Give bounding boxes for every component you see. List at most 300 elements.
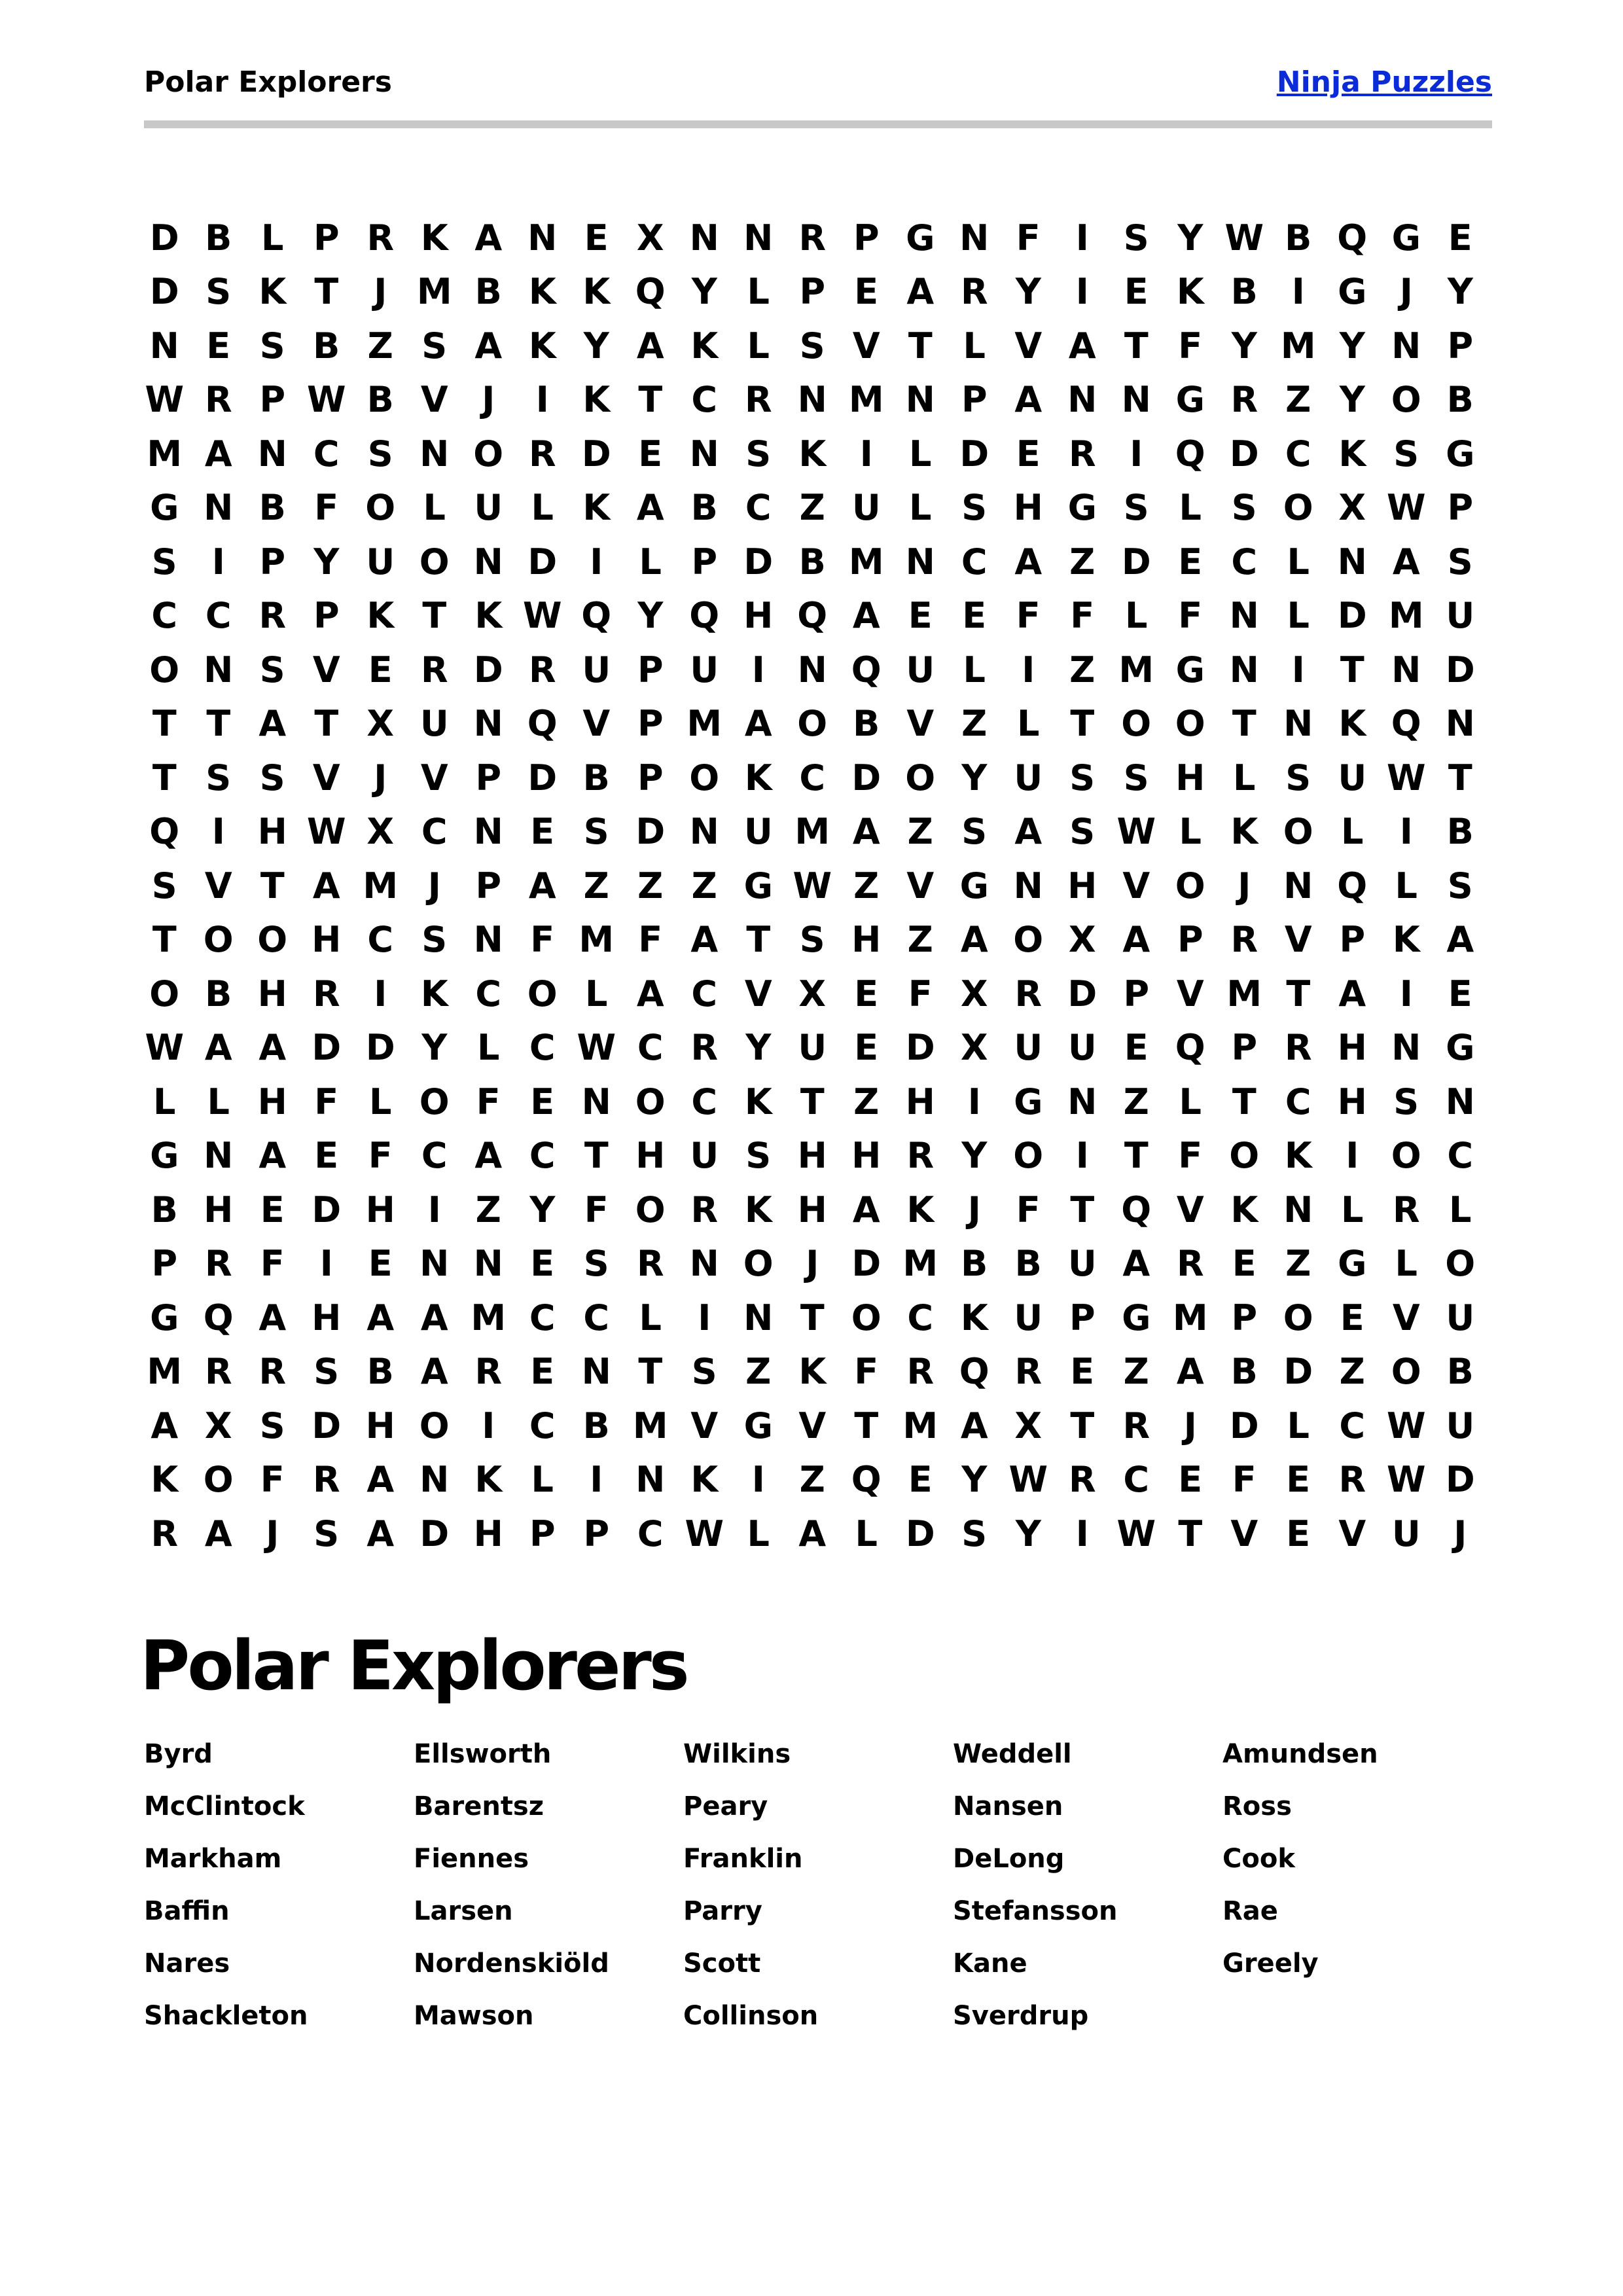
grid-cell[interactable]: P <box>529 1513 556 1554</box>
grid-cell[interactable]: P <box>259 379 286 421</box>
grid-cell[interactable]: U <box>1338 757 1367 798</box>
grid-cell[interactable]: E <box>530 811 555 853</box>
grid-cell[interactable]: E <box>530 1351 555 1393</box>
grid-cell[interactable]: S <box>1447 865 1473 906</box>
grid-cell[interactable]: S <box>1393 433 1419 475</box>
grid-cell[interactable]: R <box>366 217 395 259</box>
grid-cell[interactable]: C <box>1447 1135 1474 1177</box>
grid-cell[interactable]: R <box>204 1351 232 1393</box>
grid-cell[interactable]: G <box>1014 1081 1043 1122</box>
grid-cell[interactable]: A <box>1122 919 1150 961</box>
grid-cell[interactable]: H <box>365 1405 395 1446</box>
grid-cell[interactable]: H <box>851 1135 882 1177</box>
grid-cell[interactable]: U <box>1067 1243 1097 1285</box>
grid-cell[interactable]: Z <box>1285 379 1311 421</box>
grid-cell[interactable]: O <box>1013 919 1044 961</box>
grid-cell[interactable]: V <box>906 865 935 906</box>
grid-cell[interactable]: R <box>1014 973 1043 1014</box>
grid-cell[interactable]: S <box>691 1351 717 1393</box>
grid-cell[interactable]: C <box>691 973 718 1014</box>
grid-cell[interactable]: L <box>207 1081 230 1122</box>
grid-cell[interactable]: D <box>365 1027 395 1069</box>
grid-cell[interactable]: A <box>1014 811 1043 853</box>
grid-cell[interactable]: T <box>260 865 285 906</box>
grid-cell[interactable]: B <box>798 541 826 583</box>
grid-cell[interactable]: Z <box>367 325 393 367</box>
grid-cell[interactable]: Z <box>853 1081 880 1122</box>
grid-cell[interactable]: L <box>531 487 554 529</box>
grid-cell[interactable]: O <box>1445 1243 1476 1285</box>
grid-cell[interactable]: O <box>419 1081 450 1122</box>
grid-cell[interactable]: T <box>746 919 771 961</box>
grid-cell[interactable]: A <box>1014 541 1043 583</box>
grid-cell[interactable]: R <box>1122 1405 1150 1446</box>
grid-cell[interactable]: T <box>1070 1405 1095 1446</box>
grid-cell[interactable]: P <box>1447 487 1474 529</box>
grid-cell[interactable]: R <box>259 595 287 637</box>
grid-cell[interactable]: L <box>585 973 608 1014</box>
grid-cell[interactable]: N <box>689 433 719 475</box>
grid-cell[interactable]: N <box>689 217 719 259</box>
grid-cell[interactable]: A <box>420 1351 448 1393</box>
grid-cell[interactable]: Y <box>961 757 988 798</box>
grid-cell[interactable]: V <box>1014 325 1043 367</box>
grid-cell[interactable]: M <box>1388 595 1424 637</box>
grid-cell[interactable]: K <box>474 595 503 637</box>
grid-cell[interactable]: L <box>1179 1081 1202 1122</box>
grid-cell[interactable]: R <box>636 1243 664 1285</box>
grid-cell[interactable]: B <box>690 487 718 529</box>
grid-cell[interactable]: Z <box>1123 1351 1149 1393</box>
grid-cell[interactable]: L <box>747 1513 770 1554</box>
grid-cell[interactable]: M <box>416 271 452 313</box>
grid-cell[interactable]: P <box>1123 973 1150 1014</box>
grid-cell[interactable]: O <box>203 919 234 961</box>
grid-cell[interactable]: A <box>744 703 772 745</box>
grid-cell[interactable]: F <box>1070 595 1095 637</box>
grid-cell[interactable]: F <box>854 1351 879 1393</box>
grid-cell[interactable]: R <box>1392 1189 1420 1230</box>
grid-cell[interactable]: U <box>474 487 503 529</box>
grid-cell[interactable]: E <box>206 325 231 367</box>
grid-cell[interactable]: E <box>368 649 393 691</box>
grid-cell[interactable]: Z <box>907 811 933 853</box>
grid-cell[interactable]: Z <box>1069 541 1096 583</box>
grid-cell[interactable]: M <box>902 1405 938 1446</box>
grid-cell[interactable]: I <box>967 1081 981 1122</box>
grid-cell[interactable]: V <box>1284 919 1312 961</box>
grid-cell[interactable]: E <box>1124 271 1149 313</box>
grid-cell[interactable]: D <box>1445 1459 1475 1501</box>
grid-cell[interactable]: A <box>528 865 556 906</box>
grid-cell[interactable]: P <box>1231 1027 1258 1069</box>
grid-cell[interactable]: U <box>1446 595 1475 637</box>
grid-cell[interactable]: A <box>259 703 287 745</box>
grid-cell[interactable]: R <box>1176 1243 1204 1285</box>
grid-cell[interactable]: P <box>1177 919 1204 961</box>
grid-cell[interactable]: E <box>908 595 933 637</box>
grid-cell[interactable]: S <box>1447 541 1473 583</box>
grid-cell[interactable]: O <box>851 1297 882 1338</box>
grid-cell[interactable]: A <box>259 1135 287 1177</box>
grid-cell[interactable]: E <box>1070 1351 1095 1393</box>
grid-cell[interactable]: B <box>853 703 880 745</box>
grid-cell[interactable]: S <box>313 1513 340 1554</box>
grid-cell[interactable]: Q <box>851 1459 882 1501</box>
grid-cell[interactable]: U <box>690 649 719 691</box>
grid-cell[interactable]: D <box>1121 541 1151 583</box>
grid-cell[interactable]: U <box>1067 1027 1097 1069</box>
grid-cell[interactable]: U <box>743 811 773 853</box>
grid-cell[interactable]: W <box>1386 1405 1426 1446</box>
grid-cell[interactable]: Y <box>1015 1513 1041 1554</box>
grid-cell[interactable]: S <box>1069 757 1096 798</box>
grid-cell[interactable]: U <box>1446 1297 1475 1338</box>
grid-cell[interactable]: X <box>1338 487 1366 529</box>
grid-cell[interactable]: S <box>745 1135 772 1177</box>
grid-cell[interactable]: P <box>1069 1297 1096 1338</box>
grid-cell[interactable]: D <box>1229 1405 1259 1446</box>
grid-cell[interactable]: U <box>851 487 881 529</box>
grid-cell[interactable]: L <box>477 1027 500 1069</box>
grid-cell[interactable]: L <box>1395 865 1418 906</box>
grid-cell[interactable]: P <box>853 217 880 259</box>
grid-cell[interactable]: R <box>1338 1459 1366 1501</box>
grid-cell[interactable]: K <box>366 595 395 637</box>
grid-cell[interactable]: T <box>1178 1513 1203 1554</box>
grid-cell[interactable]: E <box>1178 541 1203 583</box>
grid-cell[interactable]: Z <box>907 919 933 961</box>
grid-cell[interactable]: M <box>902 1243 938 1285</box>
grid-cell[interactable]: O <box>527 973 558 1014</box>
grid-cell[interactable]: V <box>582 703 611 745</box>
grid-cell[interactable]: C <box>583 1297 610 1338</box>
grid-cell[interactable]: O <box>1175 703 1205 745</box>
grid-cell[interactable]: D <box>851 1243 882 1285</box>
grid-cell[interactable]: E <box>1448 973 1472 1014</box>
grid-cell[interactable]: S <box>1231 487 1257 529</box>
grid-cell[interactable]: D <box>527 757 558 798</box>
grid-cell[interactable]: Y <box>583 325 609 367</box>
grid-cell[interactable]: E <box>1448 217 1472 259</box>
grid-cell[interactable]: A <box>1176 1351 1204 1393</box>
grid-cell[interactable]: L <box>261 217 284 259</box>
grid-cell[interactable]: W <box>145 379 185 421</box>
grid-cell[interactable]: N <box>1445 1081 1475 1122</box>
grid-cell[interactable]: O <box>419 1405 450 1446</box>
grid-cell[interactable]: E <box>1340 1297 1364 1338</box>
grid-cell[interactable]: I <box>1346 1135 1359 1177</box>
grid-cell[interactable]: F <box>1016 595 1041 637</box>
grid-cell[interactable]: P <box>313 595 340 637</box>
grid-cell[interactable]: U <box>690 1135 719 1177</box>
grid-cell[interactable]: E <box>530 1081 555 1122</box>
grid-cell[interactable]: U <box>419 703 449 745</box>
grid-cell[interactable]: H <box>635 1135 666 1177</box>
grid-cell[interactable]: C <box>907 1297 934 1338</box>
grid-cell[interactable]: C <box>637 1513 664 1554</box>
grid-cell[interactable]: I <box>1130 433 1143 475</box>
grid-cell[interactable]: D <box>312 1027 342 1069</box>
grid-cell[interactable]: Y <box>745 1027 772 1069</box>
grid-cell[interactable]: V <box>420 379 448 421</box>
grid-cell[interactable]: R <box>204 1243 232 1285</box>
grid-cell[interactable]: L <box>909 487 932 529</box>
grid-cell[interactable]: A <box>1068 325 1096 367</box>
grid-cell[interactable]: C <box>475 973 502 1014</box>
grid-cell[interactable]: N <box>1445 703 1475 745</box>
grid-cell[interactable]: N <box>1067 379 1097 421</box>
grid-cell[interactable]: V <box>1392 1297 1420 1338</box>
grid-cell[interactable]: H <box>312 919 342 961</box>
grid-cell[interactable]: R <box>1230 919 1258 961</box>
grid-cell[interactable]: L <box>747 325 770 367</box>
grid-cell[interactable]: G <box>1175 379 1205 421</box>
grid-cell[interactable]: V <box>1230 1513 1258 1554</box>
grid-cell[interactable]: Z <box>1069 649 1096 691</box>
grid-cell[interactable]: Y <box>313 541 340 583</box>
grid-cell[interactable]: S <box>1123 757 1149 798</box>
grid-cell[interactable]: E <box>1124 1027 1149 1069</box>
grid-cell[interactable]: I <box>1291 271 1305 313</box>
grid-cell[interactable]: W <box>1386 1459 1426 1501</box>
grid-cell[interactable]: F <box>908 973 933 1014</box>
grid-cell[interactable]: H <box>851 919 882 961</box>
grid-cell[interactable]: G <box>743 1405 773 1446</box>
grid-cell[interactable]: I <box>698 1297 711 1338</box>
grid-cell[interactable]: G <box>1175 649 1205 691</box>
grid-cell[interactable]: W <box>793 865 832 906</box>
grid-cell[interactable]: E <box>1286 1459 1311 1501</box>
grid-cell[interactable]: G <box>150 487 179 529</box>
grid-cell[interactable]: I <box>1022 649 1035 691</box>
grid-cell[interactable]: J <box>1399 271 1413 313</box>
grid-cell[interactable]: E <box>1286 1513 1311 1554</box>
grid-cell[interactable]: W <box>685 1513 724 1554</box>
grid-cell[interactable]: N <box>1391 649 1421 691</box>
grid-cell[interactable]: R <box>906 1135 935 1177</box>
grid-cell[interactable]: K <box>1392 919 1420 961</box>
grid-cell[interactable]: A <box>420 1297 448 1338</box>
grid-cell[interactable]: P <box>583 1513 610 1554</box>
grid-cell[interactable]: J <box>967 1189 981 1230</box>
grid-cell[interactable]: O <box>635 1189 666 1230</box>
grid-cell[interactable]: L <box>747 271 770 313</box>
grid-cell[interactable]: A <box>636 487 664 529</box>
grid-cell[interactable]: F <box>530 919 555 961</box>
grid-cell[interactable]: H <box>1337 1081 1367 1122</box>
grid-cell[interactable]: M <box>1118 649 1154 691</box>
grid-cell[interactable]: T <box>908 325 933 367</box>
grid-cell[interactable]: S <box>1069 811 1096 853</box>
grid-cell[interactable]: V <box>420 757 448 798</box>
grid-cell[interactable]: N <box>419 1243 450 1285</box>
grid-cell[interactable]: L <box>369 1081 392 1122</box>
grid-cell[interactable]: T <box>638 379 663 421</box>
grid-cell[interactable]: V <box>312 649 340 691</box>
grid-cell[interactable]: S <box>313 1351 340 1393</box>
grid-cell[interactable]: H <box>905 1081 935 1122</box>
grid-cell[interactable]: T <box>1232 703 1257 745</box>
grid-cell[interactable]: Q <box>1337 217 1368 259</box>
grid-cell[interactable]: O <box>203 1459 234 1501</box>
grid-cell[interactable]: G <box>1338 271 1367 313</box>
grid-cell[interactable]: L <box>1395 1243 1418 1285</box>
grid-cell[interactable]: T <box>1124 325 1149 367</box>
grid-cell[interactable]: A <box>636 325 664 367</box>
grid-cell[interactable]: R <box>312 1459 340 1501</box>
grid-cell[interactable]: T <box>1340 649 1364 691</box>
grid-cell[interactable]: F <box>1178 325 1203 367</box>
grid-cell[interactable]: N <box>473 811 503 853</box>
grid-cell[interactable]: A <box>259 1297 287 1338</box>
grid-cell[interactable]: G <box>959 865 989 906</box>
grid-cell[interactable]: R <box>1230 379 1258 421</box>
grid-cell[interactable]: S <box>259 757 285 798</box>
grid-cell[interactable]: T <box>314 703 339 745</box>
grid-cell[interactable]: O <box>419 541 450 583</box>
grid-cell[interactable]: E <box>854 1027 879 1069</box>
grid-cell[interactable]: S <box>1393 1081 1419 1122</box>
grid-cell[interactable]: A <box>474 1135 503 1177</box>
grid-cell[interactable]: F <box>1016 217 1041 259</box>
grid-cell[interactable]: A <box>852 595 880 637</box>
grid-cell[interactable]: K <box>582 379 611 421</box>
grid-cell[interactable]: N <box>1283 865 1313 906</box>
grid-cell[interactable]: V <box>1338 1513 1366 1554</box>
grid-cell[interactable]: B <box>474 271 502 313</box>
grid-cell[interactable]: M <box>632 1405 668 1446</box>
grid-cell[interactable]: N <box>635 1459 666 1501</box>
grid-cell[interactable]: Z <box>1285 1243 1311 1285</box>
grid-cell[interactable]: E <box>368 1243 393 1285</box>
grid-cell[interactable]: Q <box>1175 433 1205 475</box>
grid-cell[interactable]: D <box>1337 595 1367 637</box>
grid-cell[interactable]: M <box>471 1297 507 1338</box>
grid-cell[interactable]: Y <box>1339 325 1365 367</box>
grid-cell[interactable]: S <box>259 1405 285 1446</box>
grid-cell[interactable]: E <box>260 1189 285 1230</box>
grid-cell[interactable]: O <box>1283 487 1313 529</box>
grid-cell[interactable]: J <box>427 865 441 906</box>
grid-cell[interactable]: N <box>743 1297 774 1338</box>
grid-cell[interactable]: B <box>205 973 232 1014</box>
grid-cell[interactable]: R <box>528 433 556 475</box>
grid-cell[interactable]: M <box>848 541 884 583</box>
grid-cell[interactable]: J <box>1183 1405 1197 1446</box>
grid-cell[interactable]: P <box>961 379 988 421</box>
grid-cell[interactable]: J <box>374 757 387 798</box>
grid-cell[interactable]: B <box>1285 217 1312 259</box>
grid-cell[interactable]: D <box>743 541 774 583</box>
grid-cell[interactable]: K <box>420 973 448 1014</box>
grid-cell[interactable]: W <box>1116 811 1156 853</box>
grid-cell[interactable]: T <box>152 919 177 961</box>
grid-cell[interactable]: N <box>797 649 827 691</box>
grid-cell[interactable]: I <box>1075 217 1089 259</box>
grid-cell[interactable]: U <box>366 541 395 583</box>
grid-cell[interactable]: T <box>1448 757 1472 798</box>
grid-cell[interactable]: U <box>1014 1027 1043 1069</box>
grid-cell[interactable]: H <box>1013 487 1043 529</box>
grid-cell[interactable]: L <box>963 649 986 691</box>
grid-cell[interactable]: Q <box>581 595 612 637</box>
grid-cell[interactable]: K <box>1230 811 1258 853</box>
grid-cell[interactable]: K <box>798 1351 827 1393</box>
grid-cell[interactable]: L <box>639 1297 662 1338</box>
grid-cell[interactable]: D <box>635 811 666 853</box>
grid-cell[interactable]: A <box>906 271 935 313</box>
grid-cell[interactable]: O <box>149 973 180 1014</box>
grid-cell[interactable]: L <box>855 1513 878 1554</box>
grid-cell[interactable]: A <box>690 919 719 961</box>
grid-cell[interactable]: M <box>579 919 615 961</box>
grid-cell[interactable]: S <box>421 325 448 367</box>
grid-cell[interactable]: O <box>1391 1135 1421 1177</box>
grid-cell[interactable]: Z <box>637 865 664 906</box>
grid-cell[interactable]: D <box>419 1513 450 1554</box>
grid-cell[interactable]: N <box>204 1135 234 1177</box>
grid-cell[interactable]: Y <box>961 1459 988 1501</box>
grid-cell[interactable]: F <box>1178 595 1203 637</box>
grid-cell[interactable]: K <box>798 433 827 475</box>
grid-cell[interactable]: O <box>1283 811 1313 853</box>
grid-cell[interactable]: R <box>690 1189 719 1230</box>
grid-cell[interactable]: D <box>1283 1351 1313 1393</box>
grid-cell[interactable]: C <box>529 1405 556 1446</box>
grid-cell[interactable]: F <box>584 1189 609 1230</box>
grid-cell[interactable]: H <box>257 1081 287 1122</box>
grid-cell[interactable]: J <box>482 379 495 421</box>
grid-cell[interactable]: K <box>906 1189 935 1230</box>
grid-cell[interactable]: A <box>151 1405 179 1446</box>
grid-cell[interactable]: U <box>798 1027 827 1069</box>
grid-cell[interactable]: Q <box>689 595 720 637</box>
grid-cell[interactable]: K <box>744 1081 772 1122</box>
grid-cell[interactable]: X <box>366 703 395 745</box>
grid-cell[interactable]: N <box>473 541 503 583</box>
grid-cell[interactable]: N <box>581 1351 611 1393</box>
grid-cell[interactable]: C <box>529 1135 556 1177</box>
grid-cell[interactable]: A <box>204 1513 232 1554</box>
grid-cell[interactable]: F <box>260 1459 285 1501</box>
grid-cell[interactable]: A <box>636 973 664 1014</box>
grid-cell[interactable]: M <box>363 865 399 906</box>
grid-cell[interactable]: G <box>1122 1297 1151 1338</box>
grid-cell[interactable]: I <box>374 973 387 1014</box>
grid-cell[interactable]: Y <box>637 595 664 637</box>
grid-cell[interactable]: U <box>1446 1405 1475 1446</box>
grid-cell[interactable]: N <box>1067 1081 1097 1122</box>
grid-cell[interactable]: S <box>583 811 609 853</box>
grid-cell[interactable]: C <box>1123 1459 1150 1501</box>
grid-cell[interactable]: E <box>854 271 879 313</box>
grid-cell[interactable]: Q <box>149 811 180 853</box>
grid-cell[interactable]: O <box>1013 1135 1044 1177</box>
grid-cell[interactable]: Y <box>961 1135 988 1177</box>
grid-cell[interactable]: X <box>204 1405 232 1446</box>
grid-cell[interactable]: P <box>691 541 718 583</box>
grid-cell[interactable]: C <box>691 1081 718 1122</box>
grid-cell[interactable]: H <box>473 1513 503 1554</box>
grid-cell[interactable]: I <box>535 379 549 421</box>
grid-cell[interactable]: H <box>1067 865 1097 906</box>
grid-cell[interactable]: S <box>151 541 177 583</box>
grid-cell[interactable]: H <box>257 973 287 1014</box>
grid-cell[interactable]: Y <box>691 271 717 313</box>
grid-cell[interactable]: V <box>852 325 880 367</box>
grid-cell[interactable]: C <box>151 595 178 637</box>
